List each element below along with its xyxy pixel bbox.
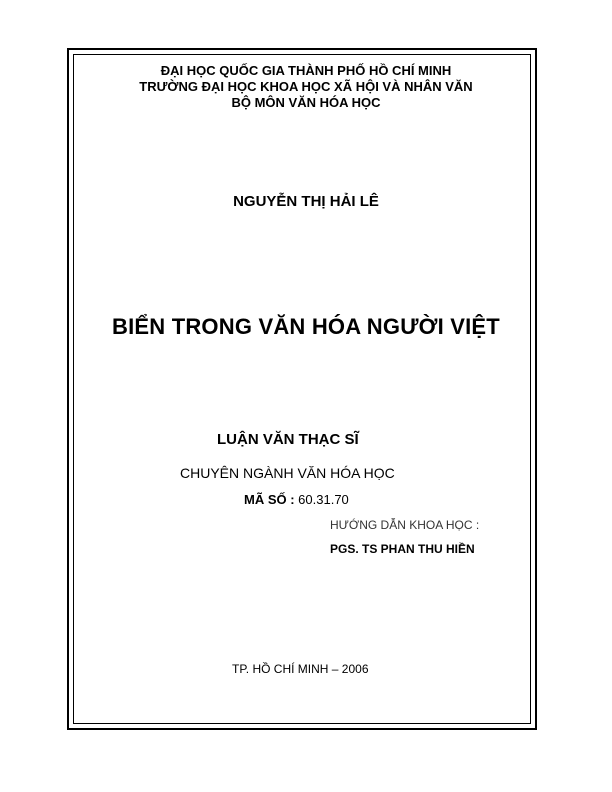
place-date: TP. HỒ CHÍ MINH – 2006: [232, 662, 369, 676]
advisor-label: HƯỚNG DẪN KHOA HỌC :: [330, 518, 480, 532]
specialization: CHUYÊN NGÀNH VĂN HÓA HỌC: [180, 465, 395, 481]
program-code-value: 60.31.70: [298, 492, 349, 507]
author-name: NGUYỄN THỊ HẢI LÊ: [233, 193, 379, 210]
thesis-title: BIỂN TRONG VĂN HÓA NGƯỜI VIỆT: [112, 314, 500, 339]
page-border-inner: [73, 54, 531, 724]
program-code: [244, 492, 349, 507]
school-name: TRƯỜNG ĐẠI HỌC KHOA HỌC XÃ HỘI VÀ NHÂN VĂN: [139, 79, 473, 94]
university-name: ĐẠI HỌC QUỐC GIA THÀNH PHỐ HỒ CHÍ MINH: [160, 63, 452, 78]
department-name: BỘ MÔN VĂN HÓA HỌC: [231, 95, 381, 110]
program-code-label: MÃ SỐ :: [244, 492, 299, 507]
advisor-name: PGS. TS PHAN THU HIỀN: [330, 542, 475, 556]
degree-type: LUẬN VĂN THẠC SĨ: [217, 431, 359, 448]
